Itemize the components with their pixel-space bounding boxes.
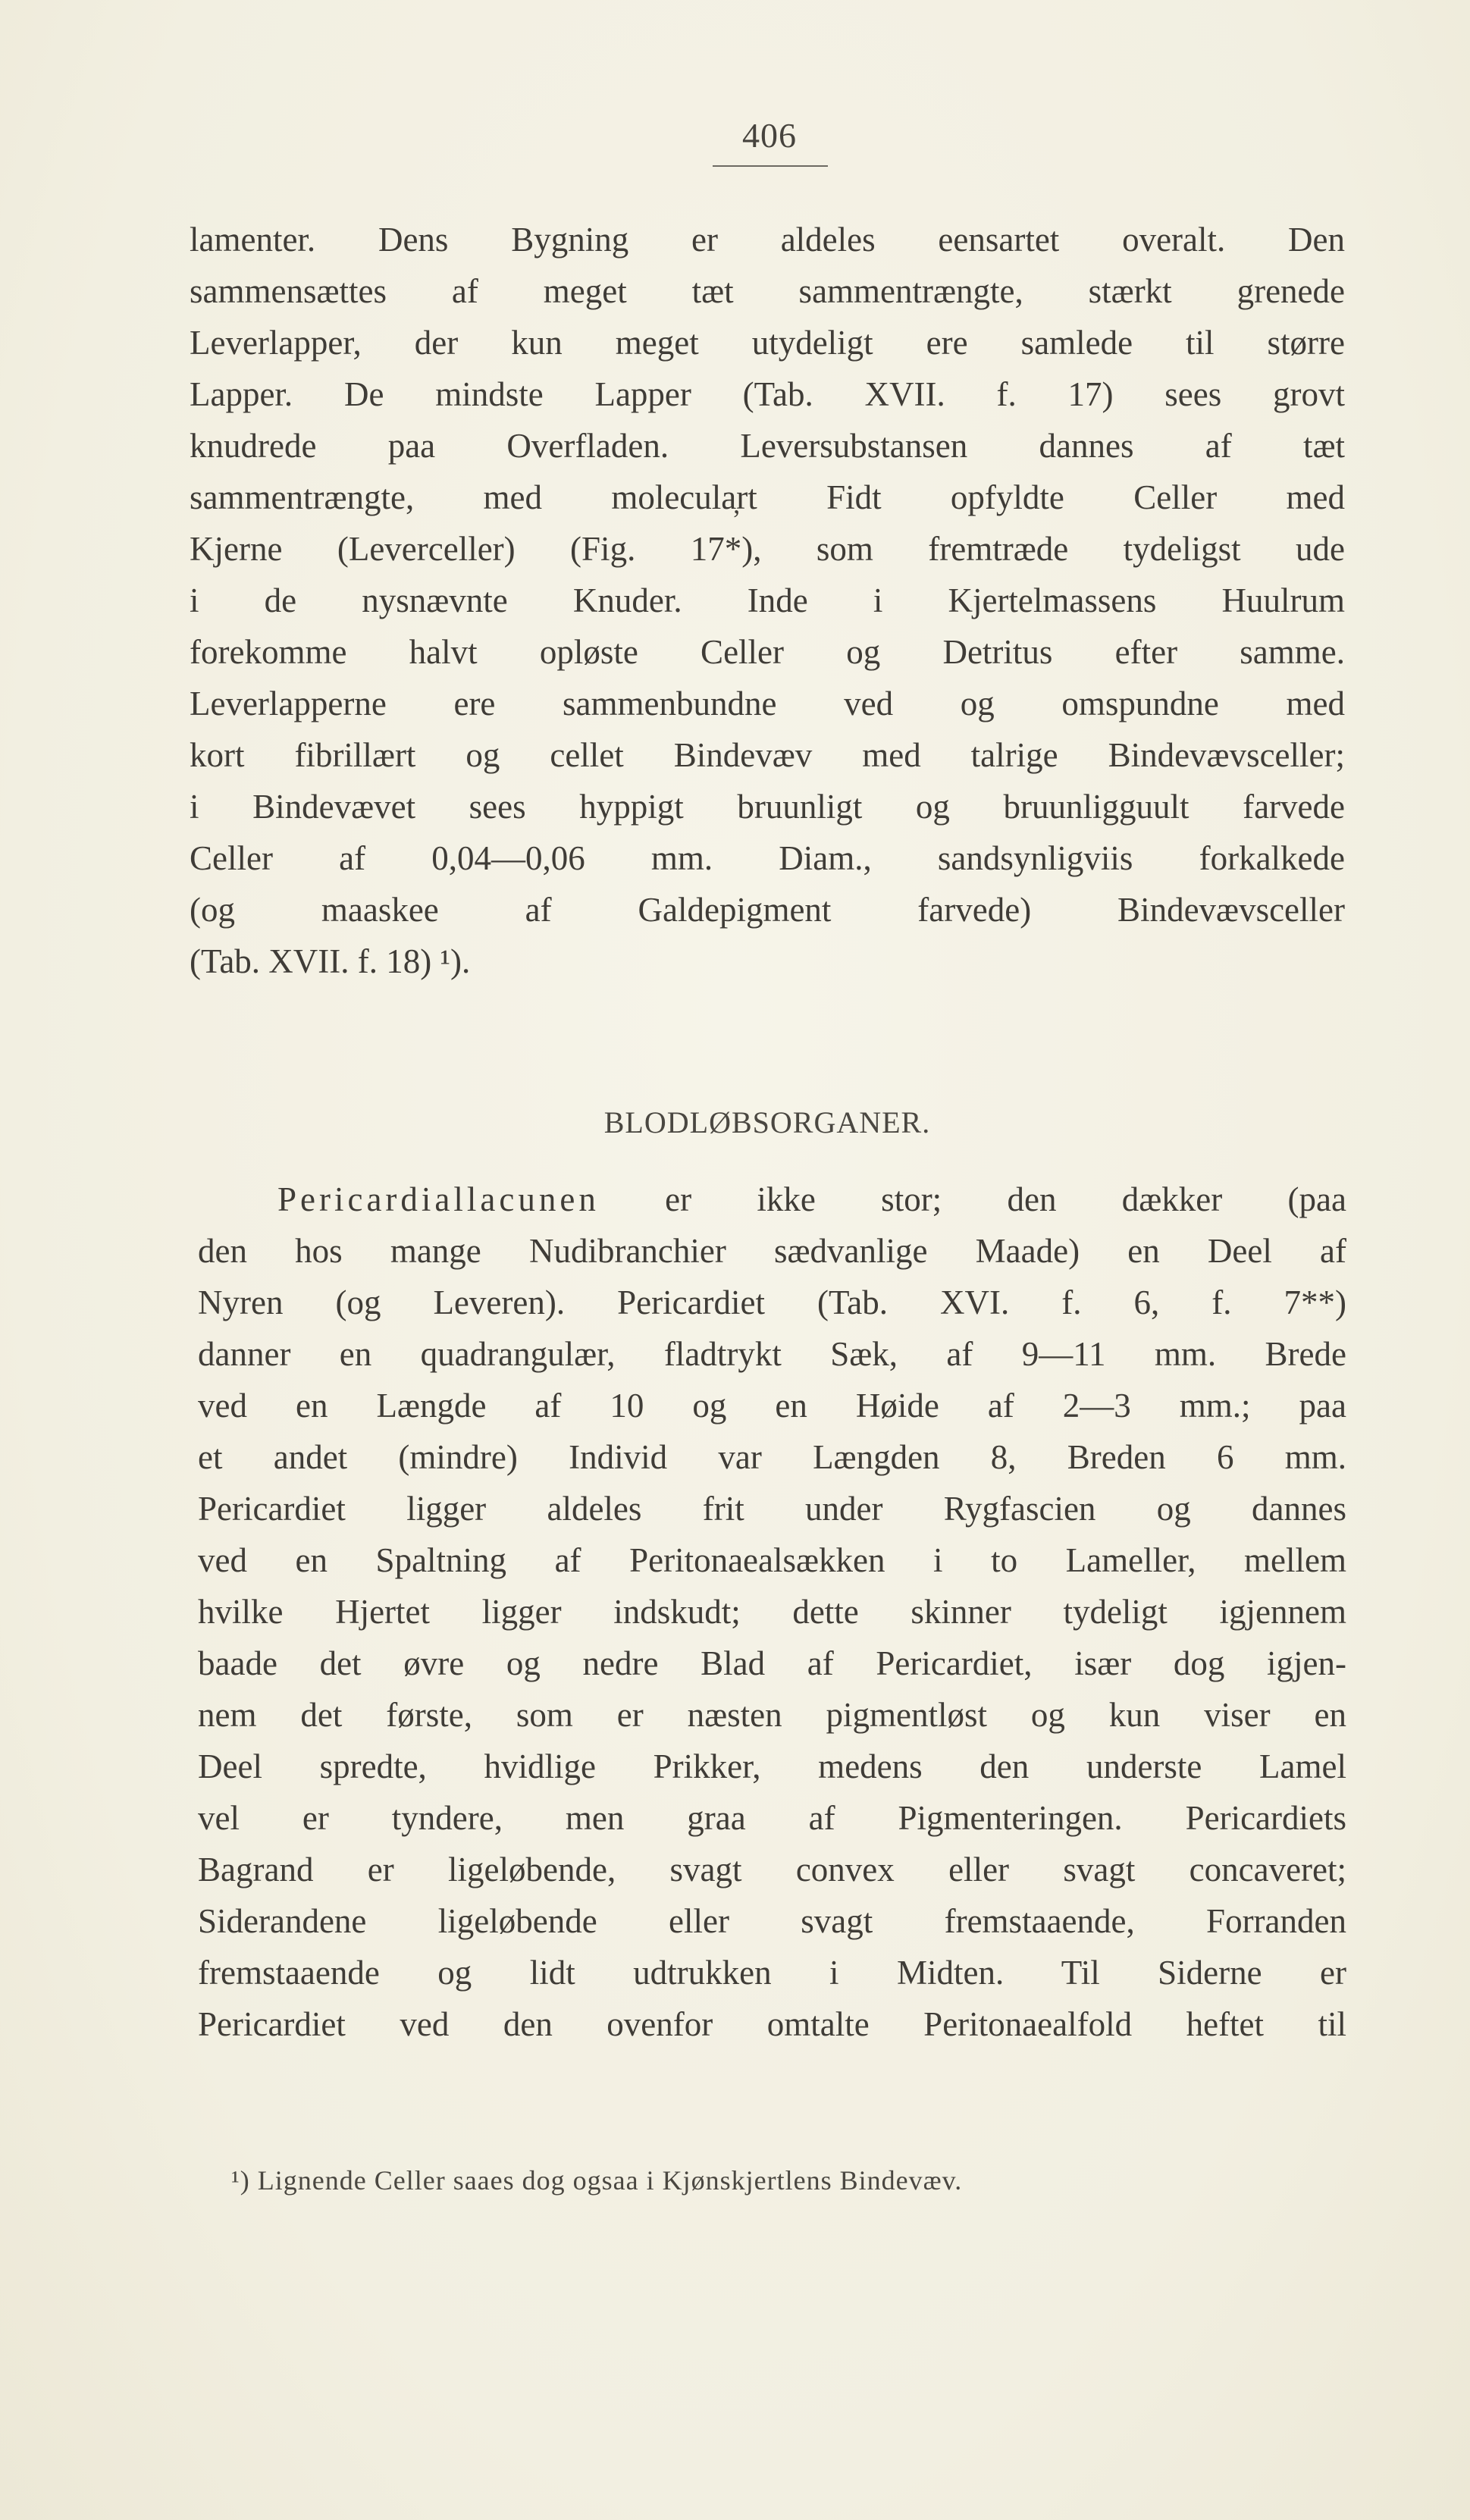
text-line: (Tab. XVII. f. 18) ¹). xyxy=(190,942,471,980)
text-line: i Bindevævet sees hyppigt bruunligt og bruunligguult farvede xyxy=(190,788,1345,826)
spaced-term: Pericardiallacunen xyxy=(277,1180,600,1218)
first-line-rest: er ikke stor; den dækker (paa xyxy=(599,1180,1346,1218)
text-line: et andet (mindre) Individ var Længden 8, Breden 6 mm. xyxy=(198,1438,1346,1476)
text-line: nem det første, som er næsten pigmentløst og kun viser en xyxy=(198,1696,1346,1734)
text-line: Celler af 0,04—0,06 mm. Diam., sandsynligviis forkalkede xyxy=(190,839,1345,877)
text-line: baade det øvre og nedre Blad af Pericardiet, især dog igjen- xyxy=(198,1644,1346,1682)
text-line: Kjerne (Leverceller) (Fig. 17*), som fremtræde tydeligst ude xyxy=(190,530,1345,568)
text-line: danner en quadrangulær, fladtrykt Sæk, af 9—11 mm. Brede xyxy=(198,1335,1346,1373)
text-line: Pericardiet ved den ovenfor omtalte Peritonaealfold heftet til xyxy=(198,2005,1346,2043)
text-line: ved en Spaltning af Peritonaealsækken i to Lameller, mellem xyxy=(198,1541,1346,1579)
section-heading: BLODLØBSORGANER. xyxy=(603,1105,931,1139)
footnote-text: Lignende Celler saaes dog ogsaa i Kjønskjertlens Bindevæv. xyxy=(249,2165,963,2196)
text-line: Deel spredte, hvidlige Prikker, medens den underste Lamel xyxy=(198,1747,1346,1785)
paragraph-pericardium xyxy=(198,1174,1346,2050)
text-line: lamenter. Dens Bygning er aldeles eensartet overalt. Den xyxy=(190,221,1345,259)
text-line: knudrede paa Overfladen. Leversubstansen dannes af tæt xyxy=(190,427,1345,465)
text-line: sammensættes af meget tæt sammentrængte, stærkt grenede xyxy=(190,272,1345,310)
text-line: sammentrængte, med molecula̦rt Fidt opfyldte Celler med xyxy=(190,478,1345,516)
text-line: Lapper. De mindste Lapper (Tab. XVII. f. 17) sees grovt xyxy=(190,375,1345,413)
text-line: forekomme halvt opløste Celler og Detritus efter samme. xyxy=(190,633,1345,671)
page-number-rule xyxy=(713,165,828,167)
text-line: i de nysnævnte Knuder. Inde i Kjertelmassens Huulrum xyxy=(190,581,1345,619)
text-line: Pericardiet ligger aldeles frit under Rygfascien og dannes xyxy=(198,1490,1346,1528)
text-line: ved en Længde af 10 og en Høide af 2—3 mm.; paa xyxy=(198,1387,1346,1425)
footnote-marker: ¹) xyxy=(231,2165,250,2196)
text-line: fremstaaende og lidt udtrukken i Midten. Til Siderne er xyxy=(198,1954,1346,1992)
text-line: Leverlapper, der kun meget utydeligt ere samlede til større xyxy=(190,324,1345,362)
text-line: hvilke Hjertet ligger indskudt; dette skinner tydeligt igjennem xyxy=(198,1593,1346,1631)
paragraph-liver xyxy=(190,214,1345,987)
page-number: 406 xyxy=(742,116,797,155)
text-line: Siderandene ligeløbende eller svagt fremstaaende, Forranden xyxy=(198,1902,1346,1940)
text-line: Nyren (og Leveren). Pericardiet (Tab. XVI. f. 6, f. 7**) xyxy=(198,1284,1346,1321)
footnote xyxy=(231,2164,962,2196)
text-line: Bagrand er ligeløbende, svagt convex eller svagt concaveret; xyxy=(198,1851,1346,1888)
text-line: kort fibrillært og cellet Bindevæv med talrige Bindevævsceller; xyxy=(190,736,1345,774)
text-line: vel er tyndere, men graa af Pigmenteringen. Pericardiets xyxy=(198,1799,1346,1837)
text-line: Leverlapperne ere sammenbundne ved og omspundne med xyxy=(190,685,1345,722)
text-line: den hos mange Nudibranchier sædvanlige Maade) en Deel af xyxy=(198,1232,1346,1270)
text-line: (og maaskee af Galdepigment farvede) Bindevævsceller xyxy=(190,891,1345,929)
text-line-first xyxy=(198,1174,1346,1225)
